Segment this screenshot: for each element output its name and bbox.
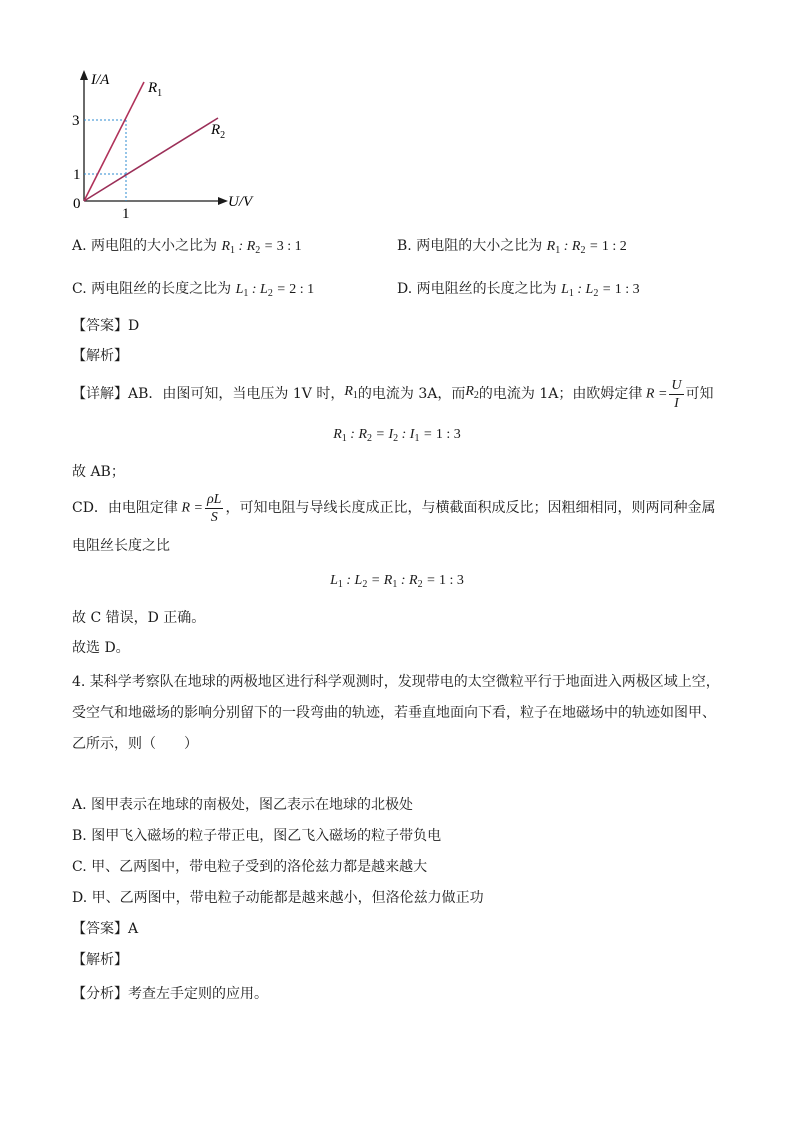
- option-b: [397, 236, 627, 261]
- q4-analysis-header: 【解析】: [72, 952, 128, 968]
- q4-analysis: 【分析】考查左手定则的应用。: [72, 986, 268, 1002]
- option-b-text: B. 两电阻的大小之比为: [397, 238, 543, 254]
- detail-text-c: 的电流为 1A；由欧姆定律: [478, 386, 643, 402]
- line-r2-label: $R_2$: [211, 122, 226, 141]
- option-a-text: A. 两电阻的大小之比为: [72, 238, 218, 254]
- ab-conclusion: 故 AB；: [72, 464, 125, 480]
- q4-option-d: D. 甲、乙两图中，带电粒子动能都是越来越小，但洛伦兹力做正功: [72, 890, 484, 906]
- detail-text-d: 可知: [685, 386, 714, 402]
- y-tick-3: 3: [72, 113, 80, 129]
- origin-label: 0: [73, 196, 81, 212]
- r1-symbol: $R_1$: [344, 384, 358, 401]
- y-axis-arrow-icon: [80, 70, 88, 80]
- q4-line-3: 乙所示，则（ ）: [72, 736, 198, 752]
- choose-d: 故选 D。: [72, 640, 130, 656]
- equation-resistance-ratio: $R_1$ : $R_2 = I_2$ : $I_1 = 1$ : 3: [333, 427, 461, 444]
- iu-graph: [60, 64, 260, 224]
- x-tick-1: 1: [122, 206, 130, 222]
- analysis-header-q3: 【解析】: [72, 348, 128, 364]
- r2-symbol: $R_2$: [465, 384, 479, 401]
- y-axis-label: I/A: [91, 72, 110, 88]
- q4-option-c: C. 甲、乙两图中，带电粒子受到的洛伦兹力都是越来越大: [72, 859, 428, 875]
- option-a: [72, 236, 302, 261]
- answer-q3: 【答案】D: [72, 318, 140, 334]
- detail-line-1: [72, 374, 714, 414]
- option-d: [397, 279, 640, 304]
- q4-option-a: A. 图甲表示在地球的南极处，图乙表示在地球的北极处: [72, 797, 414, 813]
- cd-text-b: ，可知电阻与导线长度成正比，与横截面积成反比；因粗细相同，则两同种金属: [225, 500, 716, 516]
- q4-line-1: 4. 某科学考察队在地球的两极地区进行科学观测时，发现带电的太空微粒平行于地面进入两极区域上空，: [72, 674, 720, 690]
- c-wrong-d-right: 故 C 错误，D 正确。: [72, 610, 206, 626]
- q4-option-b: B. 图甲飞入磁场的粒子带正电，图乙飞入磁场的粒子带负电: [72, 828, 442, 844]
- option-a-formula: $R_1$ : $R_2 = 3$ : 1: [221, 239, 302, 256]
- equation-length-ratio: $L_1$ : $L_2 = R_1$ : $R_2 = 1$ : 3: [330, 573, 464, 590]
- option-d-text: D. 两电阻丝的长度之比为: [397, 281, 557, 297]
- detail-text-b: 的电流为 3A，而: [357, 386, 466, 402]
- q4-line-2: 受空气和地磁场的影响分别留下的一段弯曲的轨迹，若垂直地面向下看，粒子在地磁场中的轨迹如图甲、: [72, 705, 716, 721]
- cd-line-2: 电阻丝长度之比: [72, 538, 170, 554]
- cd-line: [72, 488, 715, 528]
- x-axis-label: U/V: [228, 194, 253, 210]
- y-tick-1: 1: [73, 167, 81, 183]
- option-b-formula: $R_1$ : $R_2 = 1$ : 2: [546, 239, 627, 256]
- option-d-formula: $L_1$ : $L_2 = 1$ : 3: [561, 282, 640, 299]
- cd-text-a: CD．由电阻定律: [72, 500, 178, 516]
- x-axis-arrow-icon: [218, 197, 228, 205]
- option-c: [72, 279, 314, 304]
- option-c-text: C. 两电阻丝的长度之比为: [72, 281, 232, 297]
- resistivity-formula: R = $\frac{\rho L}{S}$: [177, 491, 222, 525]
- ohm-law-formula: R = $\frac{U}{I}$: [642, 377, 682, 411]
- line-r1-label: $R_1$: [148, 80, 163, 99]
- option-c-formula: $L_1$ : $L_2 = 2$ : 1: [235, 282, 315, 299]
- q4-answer: 【答案】A: [72, 921, 139, 937]
- detail-text-a: 【详解】AB．由图可知，当电压为 1V 时，: [72, 386, 345, 402]
